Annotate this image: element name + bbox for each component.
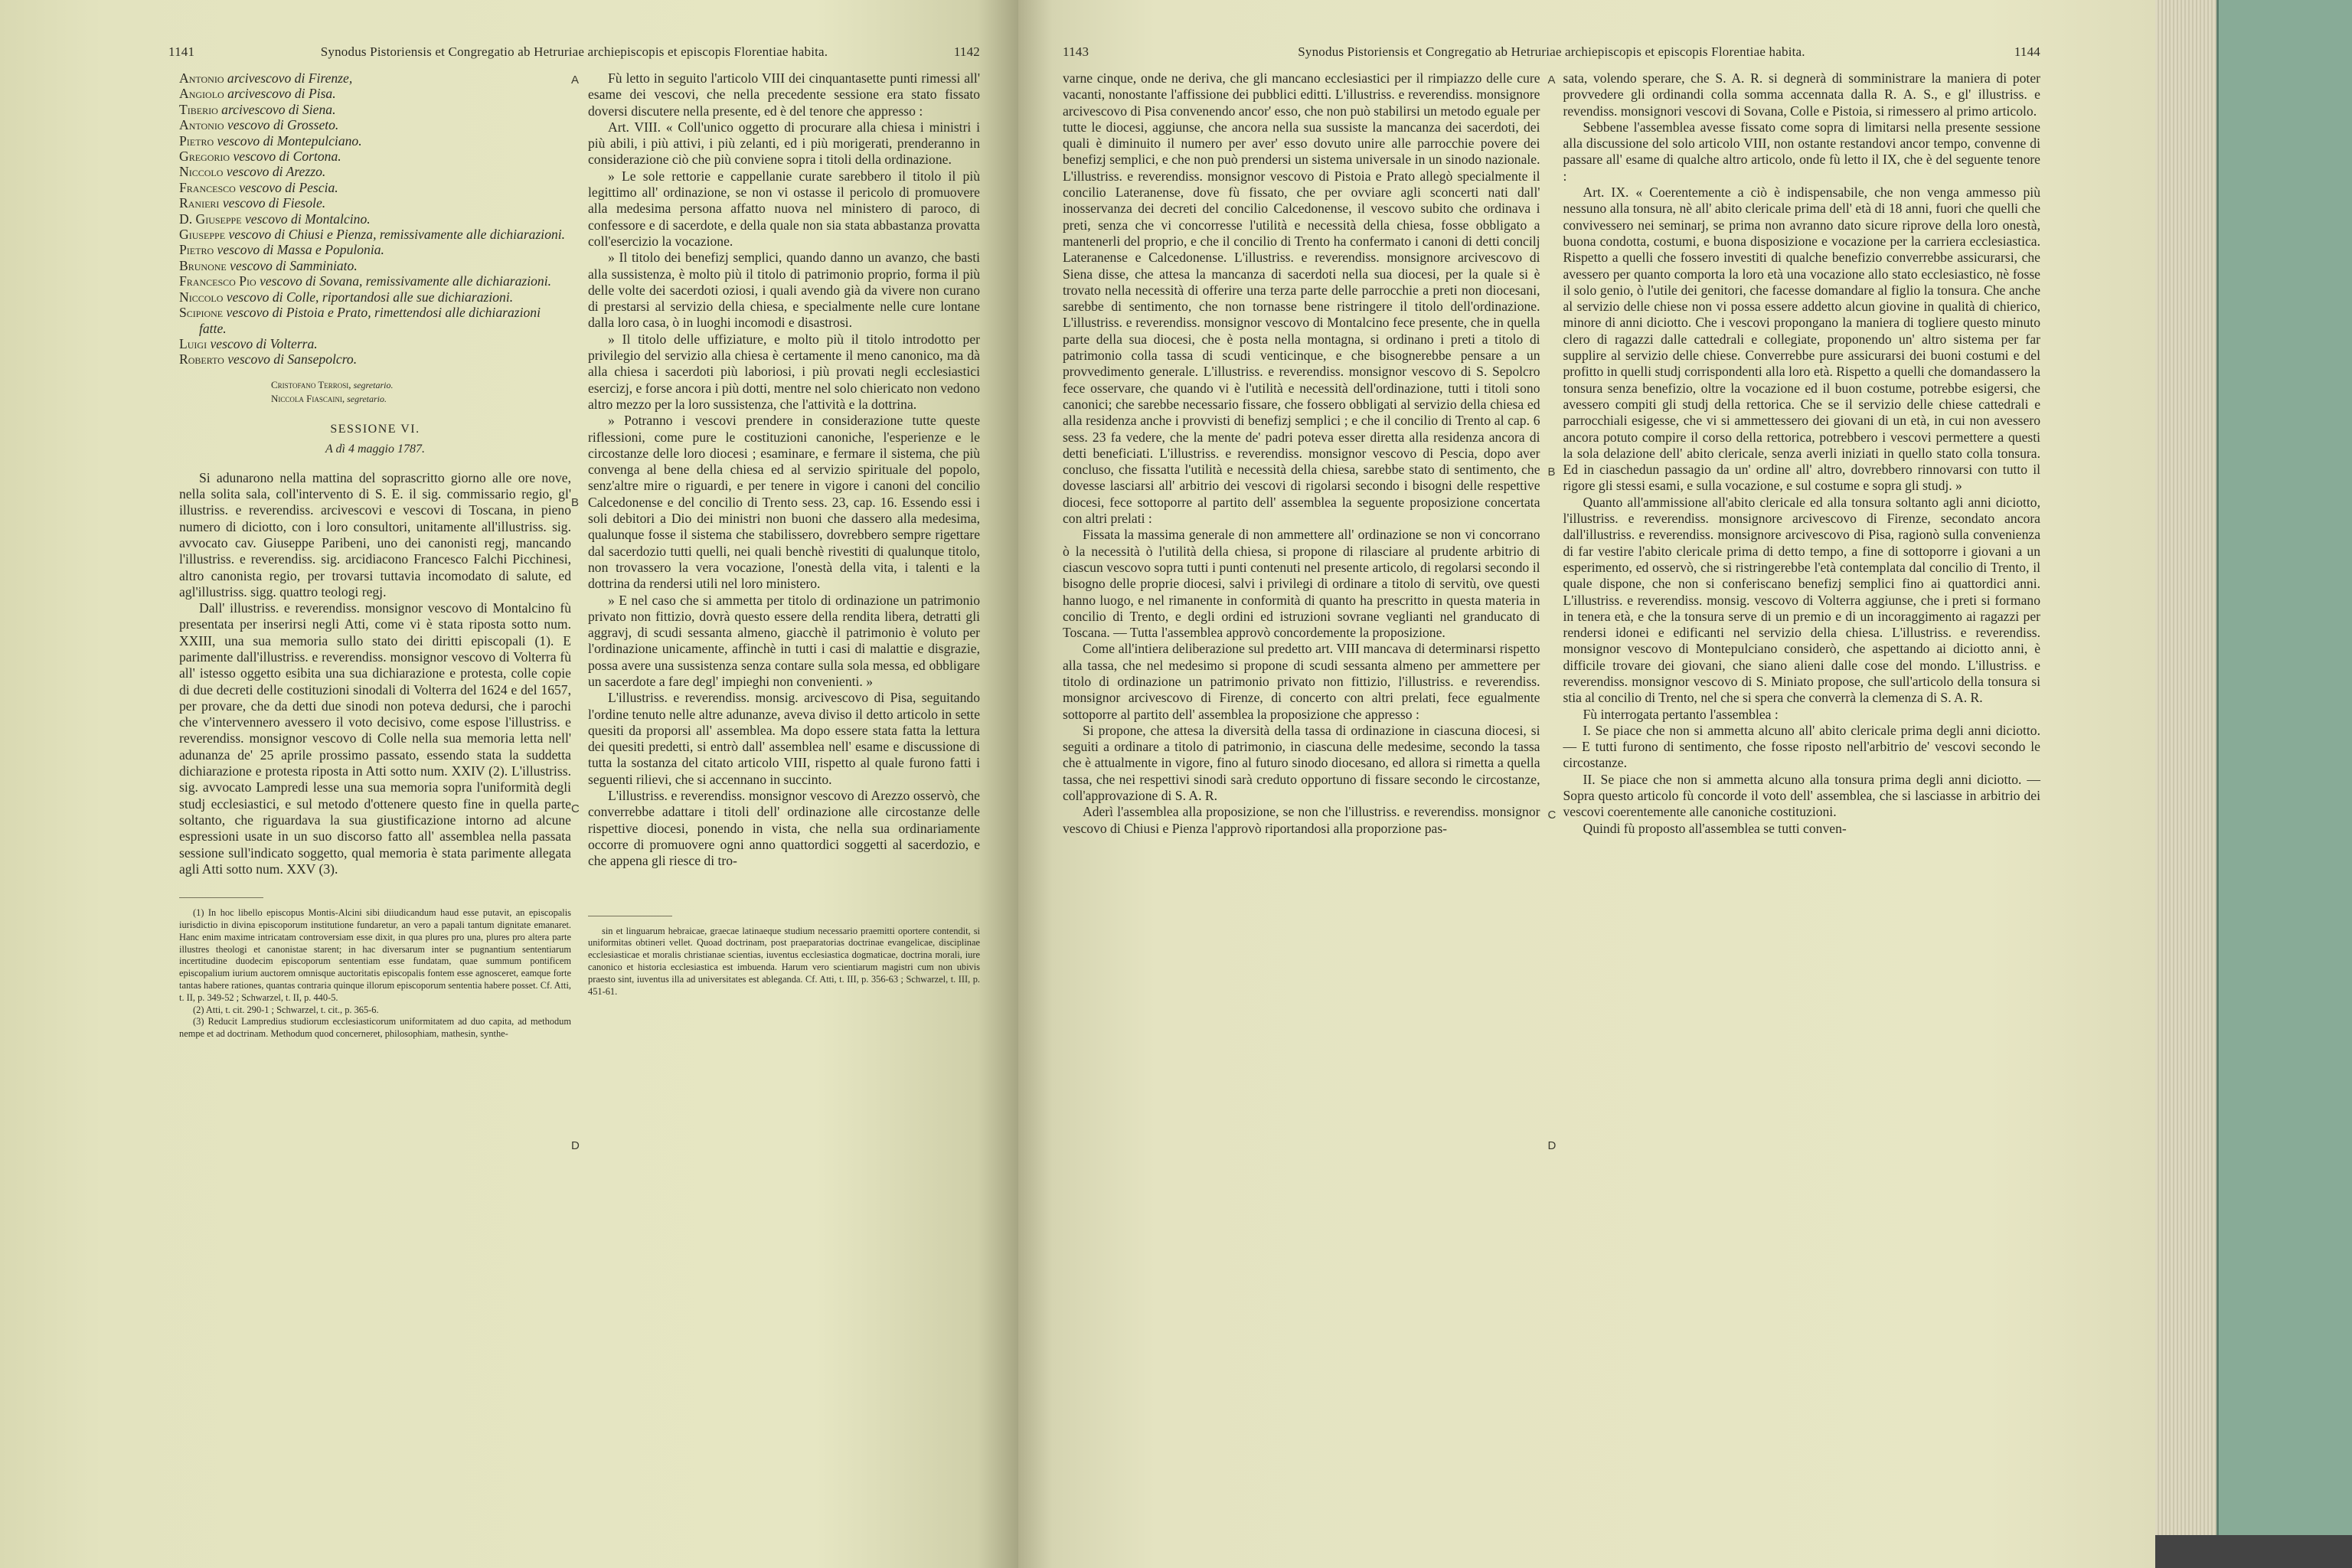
body-text	[1563, 70, 2041, 837]
column	[1063, 70, 1540, 837]
signatory-name: Luigi	[179, 335, 207, 351]
secretary-role: segretario.	[353, 379, 394, 390]
paragraph: Aderì l'assemblea alla proposizione, se non che l'illustriss. e reverendiss. monsignor vescovo di Chiusi e Pienza l'approvò riportandosi alla proporzione pas-	[1063, 804, 1540, 836]
signatory	[179, 289, 571, 305]
running-head-right	[1063, 44, 2040, 60]
signatory-name: Angiolo	[179, 86, 224, 102]
signatory-name: Brunone	[179, 257, 227, 273]
secretaries	[271, 378, 571, 406]
paragraph: sata, volendo sperare, che S. A. R. si degnerà di somministrare la maniera di poter provvedere gli ordinandi colla somma accennata dalla R. A. S., e gl' illustriss. e revendiss. monsignori vescovi di Sovana, Colle e Pistoia, si rimessero al primo articolo.	[1563, 70, 2040, 119]
signatory	[179, 305, 571, 336]
secretary	[271, 392, 571, 406]
paragraph: Quanto all'ammissione all'abito clericale ed alla tonsura soltanto agli anni diciotto, l'illustriss. e reverendiss. monsignore arcivescovo di Firenze, secondato ancora dall'illustriss. e reverendiss. monsignore arcivescovo di Pisa, ragionò sulla convenienza di far vestire l'abito clericale prima di detto tempo, a fine di sottoporre i giovani a un esperimento, ed osservò, che si ristringerebbe l'età contemplata dal concilio di Trento, il quale dispone, che non si conferiscano benefizj semplici fino ai quattordici anni. L'illustriss. e reverendiss. monsig. vescovo di Volterra aggiunse, che i preti si formano in tenera età, e che la tonsura serve di un premio e di un incoraggimento ai ragazzi per rendersi idonei e edificanti nel servizio della chiesa. L'illustriss. e reverendiss. monsignor vescovo di Montepulciano considerò, che aspettando ai diciotto anni, è difficile trovare dei giovani, che siano alieni dalle cose del mondo. L'illustriss. e reverendiss. monsignor vescovo di S. Miniato propose, che sull'articolo della tonsura si stia al concilio di Trento, nel che si spera che converrà la clemenza di S. A. R.	[1563, 494, 2040, 706]
running-title: Synodus Pistoriensis et Congregatio ab Hetruriae archiepiscopis et episcopis Florentiae habita.	[1298, 44, 1805, 59]
paragraph: (2) Atti, t. cit. 290-1 ; Schwarzel, t. cit., p. 365-6.	[193, 1004, 379, 1015]
session-date: A dì 4 maggio 1787.	[325, 442, 425, 456]
signatory	[179, 180, 571, 195]
footnote-rule	[179, 897, 263, 898]
footnote: sin et linguarum hebraicae, graecae latinaeque studium necessario praemitti oportere contendit, si uniformitas obtineri vellet. Quoad doctrinam, post praeparatorias doctrinae evangelicae, disciplinae ecclesiasticae et moralis christianae scientias, iuventus ecclesiastica dogmaticae, doctrina morali, iure canonico et historia ecclesiastica est imbuenda. Harum vero scientiarum magistri cum non ubivis praesto sint, iuventus illa ad universitates est ableganda. Cf. Atti, t. III, p. 356-63 ; Schwarzel, t. III, p. 451-61.	[588, 925, 980, 997]
signatory-role: arcivescovo di Firenze,	[227, 70, 353, 86]
signatory	[179, 351, 571, 367]
signatory-role: vescovo di Sovana, remissivamente alle dichiarazioni.	[260, 273, 552, 289]
signatory-role: vescovo di Pescia.	[239, 179, 338, 195]
paragraph: Si adunarono nella mattina del soprascritto giorno alle ore nove, nella solita sala, coll'intervento di S. E. il sig. commissario regio, gl' illustriss. e reverendiss. arcivescovi e vescovi di Toscana, in pieno numero di diciotto, con i loro consultori, unitamente all'illustriss. sig. avvocato cav. Giuseppe Paribeni, uno dei canonisti regj, mancando l'illustriss. e reverendiss. sig. arcidiacono Francesco Falchi Picchinesi, altro canonista regio, per trovarsi tuttavia incomodato di salute, ed agl'illustriss. sigg. quattro teologi regj.	[179, 469, 571, 599]
paragraph: Sebbene l'assemblea avesse fissato come sopra di limitarsi nella presente sessione alla discussione del solo articolo VIII, non ostante restandovi ancor tempo, convenne di passare all' esame di qualche altro articolo, onde fù letto il IX, che è del seguente tenore :	[1563, 119, 2040, 184]
signatory-role: vescovo di Massa e Populonia.	[217, 242, 384, 258]
signatory	[179, 164, 571, 179]
signatory-name: Roberto	[179, 351, 224, 368]
paragraph: I. Se piace che non si ammetta alcuno all' abito clericale prima degli anni diciotto. — E tutti furono di sentimento, che fosse riposto nell'arbitrio de' vescovi secondo le circostanze.	[1563, 722, 2040, 771]
signatory-role: vescovo di Chiusi e Pienza, remissivamente alle dichiarazioni.	[228, 227, 566, 243]
signatory	[179, 227, 571, 242]
session-title: SESSIONE VI.	[330, 422, 420, 436]
paragraph: Come all'intiera deliberazione sul predetto art. VIII mancava di determinarsi rispetto alla tassa, che nel medesimo si propone di scudi sessanta almeno per ammettere per titolo di ordinazione un patrimonio privato non fittizio, l'illustriss. e reverendiss. monsignor arcivescovo di Firenze, di concerto con altri prelati, fece egualmente sottoporre al partito dell' assemblea la proposizione che appresso :	[1063, 641, 1540, 722]
signatory-name: Giuseppe	[179, 227, 226, 243]
margin-marker: B	[571, 496, 580, 509]
signatory	[179, 336, 571, 351]
column	[571, 70, 980, 1152]
signatory-name: Scipione	[179, 305, 224, 321]
signatory-list	[179, 70, 571, 368]
signatory	[179, 195, 571, 211]
column	[179, 70, 571, 1040]
margin-marker: C	[571, 802, 580, 815]
signatory-name: Francesco	[179, 179, 236, 195]
margin-marker: D	[1547, 1139, 1557, 1152]
signatory-name: Ranieri	[179, 195, 220, 211]
paragraph: L'illustriss. e reverendiss. monsig. arcivescovo di Pisa, seguitando l'ordine tenuto nelle altre adunanze, aveva diviso il detto articolo in sette quesiti da proporsi all' assemblea. Ma dopo essere stata fatta la lettura dei quesiti predetti, si entrò dall' assemblea nell' esame e discussione di tutta la sostanza del citato articolo VIII, rispetto al quale furono fatti i seguenti rilievi, che si accennano in succinto.	[588, 690, 980, 787]
paragraph: Quindi fù proposto all'assemblea se tutti conven-	[1583, 820, 1847, 836]
secretary-role: segretario.	[347, 393, 387, 404]
signatory	[179, 149, 571, 164]
paragraph: Fissata la massima generale di non ammettere all' ordinazione se non vi concorrano ò la necessità ò l'utilità della chiesa, si propone di rilasciare al prudente arbitrio di ciascun vescovo sopra tutti i punti contenuti nel presente articolo, di regolarsi secondo il bisogno delle proprie diocesi, salvi i privilegi di ordinare a titolo di servitù, ove questi hanno luogo, e nel rimanente in conformità di quanto ha prescritto in questa materia in concilio di Trento, e degli ordini ed istruzioni sovrane veglianti nel granducato di Toscana. — Tutta l'assemblea approvò concordemente la proposizione.	[1063, 527, 1540, 641]
margin-marker: A	[1547, 74, 1556, 87]
footnotes	[179, 907, 571, 1040]
margin-marker: B	[1547, 466, 1556, 479]
signatory-role: vescovo di Cortona.	[233, 149, 341, 165]
paragraph: » Le sole rettorie e cappellanie curate sarebbero il titolo il più legittimo all' ordinazione, se non vi ostasse il pericolo di promuovere alla medesima persona affatto nuova nel ministero di paroco, di confessore e di sacerdote, e della quale non sia stata abbastanza provatta coll'esercizio la vocazione.	[588, 168, 980, 249]
paragraph: » Il titolo dei benefizj semplici, quando danno un avanzo, che basti alla sussistenza, è molto più il titolo di patrimonio proprio, forma il più delle volte dei sacerdoti oziosi, i quali avendo già da vivere non curano di prestarsi al servizio della chiesa, e specialmente nelle cure lontane dalla loro casa, ò in luoghi incomodi e disastrosi.	[588, 250, 980, 331]
signatory-name: Antonio	[179, 117, 224, 133]
page-number: 1143	[1063, 44, 1089, 59]
secretary	[271, 378, 571, 392]
secretary-name: Cristofano Terrosi,	[271, 378, 351, 390]
page-edge	[2155, 0, 2216, 1568]
signatory-name: Gregorio	[179, 149, 230, 165]
signatory-name: Tiberio	[179, 101, 218, 117]
signatory	[179, 102, 571, 117]
running-head-left	[168, 44, 980, 60]
signatory-name: Pietro	[179, 132, 214, 149]
secretary-name: Niccola Fiascaini,	[271, 392, 345, 404]
signatory-name: Francesco Pio	[179, 273, 256, 289]
paragraph: Fù letto in seguito l'articolo VIII dei cinquantasette punti rimessi all' esame dei vescovi, che nella precedente sessione era stato fissato doversi discutere nella presente, ed è del tenore che appresso :	[588, 70, 980, 119]
signatory-role: vescovo di Montepulciano.	[217, 132, 362, 149]
page-number: 1142	[953, 44, 980, 59]
margin-marker: D	[571, 1139, 580, 1152]
paragraph: (1) In hoc libello episcopus Montis-Alcini sibi diiudicandum haud esse putavit, an episcopalis iurisdictio in divina episcoporum institutione fundaretur, an vero a papali tantum dignitate emanaret. Hanc enim maxime intricatam controversiam esse dixit, in qua plures pro una, plures pro altera parte illustres theologi et canonistae starent; in hac diversarum inter se pugnantium sententiarum incertitudine duodecim episcoporum sententiam esse fundatam, quae summum pontificem episcopalium iurium auctorem omnisque auctoritatis episcopalis fontem esse agnosceret, eamque forte tantas habere rationes, quantas contraria quinque illorum episcoporum sententia habere posset. Cf. Atti, t. II, p. 349-52 ; Schwarzel, t. II, p. 440-5.	[179, 907, 571, 1003]
signatory-name: Pietro	[179, 242, 214, 258]
signatory	[179, 211, 571, 227]
signatory-role: vescovo di Fiesole.	[222, 195, 326, 211]
signatory	[179, 273, 571, 289]
signatory	[179, 117, 571, 132]
signatory-role: vescovo di Samminiato.	[230, 257, 358, 273]
signatory-role: arcivescovo di Siena.	[221, 101, 336, 117]
signatory-role: vescovo di Arezzo.	[226, 164, 326, 180]
paragraph: Dall' illustriss. e reverendiss. monsignor vescovo di Montalcino fù presentata per inserirsi negli Atti, come vi è stata riposta sotto num. XXIII, una sua memoria sullo stato dei diritti episcopali (1). E parimente dall'illustriss. e reverendiss. monsignor vescovo di Volterra fù all' istesso oggetto esibita una sua dichiarazione e protesta, colle copie di due decreti delle costituzioni sinodali di Volterra del 1624 e del 1657, per provare, che da detti due sinodi non poteva dedursi, che i parochi che v'intervennero avessero il voto decisivo, come espose l'illustriss. e reverendiss. monsignor vescovo di Colle nella sua memoria letta nell' adunanza de' 25 aprile prossimo passato, essendo stata la suddetta dichiarazione e protesta riposta in Atti sotto num. XXIV (2). L'illustriss. sig. avvocato Lampredi lesse una sua memoria sopra l'uniformità degli studj ecclesiastici, e sul metodo d'ottenere questo fine in quella parte soltanto, che riguardava la sua giustificazione intorno ad alcune espressioni usate in un suo discorso fatto all' assemblea nella passata sessione sull'indicato soggetto, qual memoria è stata parimente allegata agli Atti sotto num. XXV (3).	[179, 600, 571, 877]
paragraph: II. Se piace che non si ammetta alcuno alla tonsura prima degli anni diciotto. — Sopra questo articolo fù concorde il voto dell' assemblea, che si lasciasse in arbitrio dei vescovi coerentemente alle canoniche costituzioni.	[1563, 771, 2040, 820]
signatory-role: vescovo di Pistoia e Prato, rimettendosi alle dichiarazioni fatte.	[199, 305, 541, 336]
paragraph: Art. VIII. « Coll'unico oggetto di procurare alla chiesa i ministri i più abili, i più attivi, i più zelanti, ed i più morigerati, prenderanno in considerazione ciò che più conviene sopra i titoli della ordinazione.	[588, 119, 980, 168]
signatory	[179, 242, 571, 257]
running-title: Synodus Pistoriensis et Congregatio ab Hetruriae archiepiscopis et episcopis Florentiae habita.	[320, 44, 828, 59]
margin-marker: C	[1547, 808, 1557, 822]
paragraph: varne cinque, onde ne deriva, che gli mancano ecclesiastici per il rimpiazzo delle cure vacanti, nonostante l'affissione dei pubblici editti. L'illustriss. e reverendiss. monsignore arcivescovo di Pisa convenendo ancor' esso, che non può stabilirsi un metodo eguale per tutte le diocesi, aggiunse, che ancora nella sua sussiste la mancanza dei sacerdoti, dei quali è diminuito il numero per aver' esso dovuto unire alle parrocchie povere dei benefizj semplici, e che non può prendersi un sistema universale in un sinodo nazionale. L'illustriss. e reverendiss. monsignor vescovo di Pistoia e Prato allegò specialmente il concilio Lateranense, dove fù fissato, che per ovviare agli sconcerti nati dall' inosservanza dei decreti del concilio Calcedonense, il vescovo subito che ordinava i preti, senza che vi concorresse l'utilità e necessità della chiesa, fosse obbligato a mantenerli del proprio, e che il concilio di Trento ha confermato i canoni di detti concilj Lateranense e Calcedonense. L'illustriss. e reverendiss. monsignore arcivescovo di Siena disse, che attesa la mancanza di sacerdoti nella sua diocesi, per la quale si è trovato nella necessità di offerire una terza parte delle parrocchie a preti non diocesani, sarebbe di sentimento, che non tornasse bene ristringere il titolo dell'ordinazione. L'illustriss. e reverendiss. monsignor vescovo di Montalcino fece presente, che in quella parte della sua diocesi, che è posta nella montagna, si ordinano i preti a titolo di patrimonio colla tassa di scudi venticinque, e che bisognerebbe pensare a un provvedimento generale. L'illustriss. e reverendiss. monsignor vescovo di S. Sepolcro fece osservare, che quando vi è l'utilità e necessità dell'ordinazione, tutti i titoli sono canonici; che sarebbe necessario fissare, che fossero obbligati al servizio della chiesa ed alla residenza anche i provvisti di benefizj semplici ; e che il concilio di Trento al cap. 6 sess. 23 fa vedere, che la mente de' padri poteva esser diretta alla residenza ancora di detti beneficiati. L'illustriss. e reverendiss. monsignor vescovo di Pescia, dopo aver concluso, che fissatta l'utilità e necessità della chiesa, sarebbe stato di sentimento, che dovesse lasciarsi all' arbitrio dei vescovi di rigolarsi secondo i bisogni delle respettive diocesi, fece sottoporre al partito dell' assemblea la seguente proposizione concertata con altri prelati :	[1063, 70, 1540, 527]
signatory-name: D. Giuseppe	[179, 211, 242, 227]
footnotes	[588, 926, 980, 998]
signatory-role: arcivescovo di Pisa.	[227, 86, 336, 102]
signatory-name: Antonio	[179, 70, 224, 86]
signatory-role: vescovo di Volterra.	[210, 335, 318, 351]
margin-marker: A	[571, 74, 580, 87]
paragraph: Art. IX. « Coerentemente a ciò è indispensabile, che non venga ammesso più nessuno alla tonsura, nè all' abito clericale prima dell' età di 18 anni, fuori che quelli che convivessero nei seminarj, se prima non avranno dato sicure riprove della loro onestà, buona condotta, costumi, e buona disposizione e vocazione per la carriera ecclesiastica. Rispetto a quelli che fossero investiti di qualche benefizio converrebbe assicurarsi, che avessero per quanto comporta la loro età una vocazione allo stato ecclesiastico, nè fosse il solo genio, ò l'utile dei genitori, che facesse domandare al figlio la tonsura. Che anche al servizio delle chiese non vi possa essere addetto alcun giovine in qualità di chierico, minore di anni diciotto. Che i vescovi propongano la maniera di togliere questo minuto clero di ragazzi dalle cattedrali e collegiate, proponendo un' altro sistema per far supplire al servizio delle chiese. Converrebbe pure assicurarsi dei buoni costumi e del profitto in quelli studj corrispondenti alla loro età. Rispetto a quelli che domandassero la tonsura senza benefizio, oltre la vocazione ed il buon costume, potrebbe esigersi, che avessero compiti gli studj della rettorica. Che se il servizio delle chiese cattedrali e parrocchiali esigesse, che vi si ammettessero dei giovani di un età, in cui non avessero ancora potuto compire il corso della rettorica, potrebbero i vescovi permettere a questi la sola delazione dell' abito clericale, senza averli iniziati in quello stato colla tonsura. Ed in ciaschedun passagio da un' ordine all' altro, dovrebbero rinnovarsi con tutto il rigore gli stessi esami, e sulla vocazione, e sul costume e sopra gli studj. »	[1563, 185, 2040, 494]
book-cover	[2216, 0, 2352, 1568]
column	[1547, 70, 2041, 1152]
paragraph: Si propone, che attesa la diversità della tassa di ordinazione in ciascuna diocesi, si seguiti a ordinare a titolo di patrimonio, in ciascuna delle medesime, secondo la tassa che è attualmente in vigore, fino al futuro sinodo diocesano, ed allora si rimetta a quella tassa, che nei respettivi sinodi sarà creduto opportuno di fissare secondo le circostanze, coll'approvazione di S. A. R.	[1063, 722, 1540, 804]
signatory-name: Niccolo	[179, 289, 224, 305]
signatory-role: vescovo di Grosseto.	[227, 117, 339, 133]
paragraph: » E nel caso che si ammetta per titolo di ordinazione un patrimonio privato non fittizio, dovrà questo essere della rendita libera, detratti gli aggravj, di scudi sessanta almeno, giacchè il patrimonio è voluto per l'ordinazione unicamente, affinchè in tutti i casi di malattie e disgrazie, possa avere una sussistenza senza contare sulla sola messa, ed obbligare un sacerdote a fare degl' impieghi non convenienti. »	[588, 592, 980, 689]
page-number: 1144	[2014, 44, 2040, 59]
right-page	[1018, 0, 2155, 1568]
left-page	[0, 0, 1018, 1568]
signatory-role: vescovo di Colle, riportandosi alle sue dichiarazioni.	[226, 289, 514, 305]
body-text	[179, 470, 571, 877]
signatory-role: vescovo di Sansepolcro.	[227, 351, 358, 368]
paragraph: L'illustriss. e reverendiss. monsignor vescovo di Arezzo osservò, che converrebbe adattare i titoli dell' ordinazione alle circostanze delle rispettive diocesi, ponendo in vista, che nella sua ordinariamente occorre di promuovere ogni anno quattordici soggetti al sacerdozio, e che appena gli riesce di tro-	[588, 788, 980, 869]
paragraph: » Il titolo delle uffiziature, e molto più il titolo introdotto per privilegio del servizio alla chiesa è certamente il meno canonico, ma dà alla chiesa i sacerdoti più laboriosi, i più provati negli ecclesiastici esercizj, e forse ancora i più dotti, mentre nel solo chiericato non vedono altro mezzo per la loro sussistenza, che l'attività e la dottrina.	[588, 331, 980, 412]
signatory	[179, 70, 571, 86]
signatory	[179, 133, 571, 149]
page-number: 1141	[168, 44, 195, 59]
signatory	[179, 258, 571, 273]
signatory	[179, 86, 571, 101]
paragraph: » Potranno i vescovi prendere in considerazione tutte queste riflessioni, come pure le costituzioni canoniche, l'esperienze e le circostanze delle loro diocesi ; esaminare, e fermare il sistema, che più convenga al bene della chiesa ed al servizio spirituale del popolo, senz'altre mire o riguardi, e per tenere in vigore i canoni del concilio Calcedonense e del concilio di Trento sess. 23, cap. 16. Essendo essi i soli debitori a Dio dei ministri non buoni che dassero alla medesima, qualunque fosse il sistema che stabilissero, dovrebbero sempre rigettare dal sacerdozio tutti quelli, nei quali benchè rivestiti di qualunque titolo, non trovassero la vera vocazione, l'onestà della vita, i talenti e la dottrina da rendersi utili nel loro ministero.	[588, 413, 980, 592]
cover-shadow	[2155, 1535, 2352, 1568]
paragraph: (3) Reducit Lampredius studiorum ecclesiasticorum uniformitatem ad duo capita, ad methodum nempe et ad doctrinam. Methodum quod concerneret, philosophiam, mathesin, synthe-	[179, 1016, 571, 1040]
paragraph: Fù interrogata pertanto l'assemblea :	[1583, 706, 1779, 722]
body-text	[588, 70, 980, 870]
signatory-name: Niccolo	[179, 164, 224, 180]
signatory-role: vescovo di Montalcino.	[244, 211, 371, 227]
